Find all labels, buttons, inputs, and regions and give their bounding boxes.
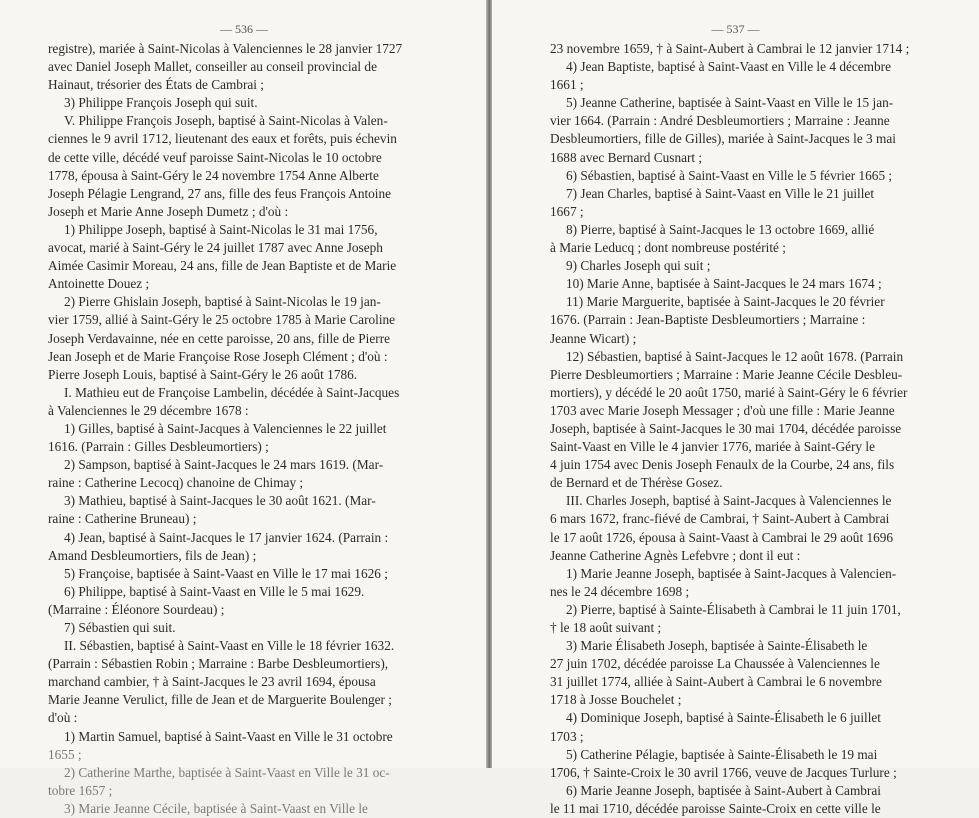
text-line: 4 juin 1754 avec Denis Joseph Fenaulx de la Courbe, 24 ans, fils [550,457,895,473]
text-line: 1718 à Josse Bouchelet ; [550,692,682,708]
text-line: 1661 ; [550,77,584,93]
text-line: Pierre Desbleumortiers ; Marraine : Marie Jeanne Cécile Desbleu- [550,366,903,382]
text-line: 12) Sébastien, baptisé à Saint-Jacques le 12 août 1678. (Parrain [566,348,904,364]
text-line: Marie Jeanne Verulict, fille de Jean et de Marguerite Boulenger ; [48,692,392,708]
text-line: Antoinette Douez ; [48,276,150,292]
text-line: d'où : [48,710,78,726]
text-line: 3) Philippe François Joseph qui suit. [64,95,258,111]
text-line: Saint-Vaast en Ville le 4 janvier 1776, mariée à Saint-Géry le [550,439,875,455]
text-line: avocat, marié à Saint-Géry le 24 juillet 1787 avec Anne Joseph [48,240,383,256]
text-line: Jean Joseph et de Marie Françoise Rose Joseph Clément ; d'où : [48,348,388,364]
text-line: 1778, épousa à Saint-Géry le 24 novembre 1754 Anne Alberte [48,167,379,183]
text-line: à Marie Leducq ; dont nombreuse postérité ; [550,240,786,256]
text-line: 6) Marie Jeanne Joseph, baptisée à Saint-Aubert à Cambrai [566,782,881,798]
text-line: 1) Marie Jeanne Joseph, baptisée à Saint-Jacques à Valencien- [566,565,897,581]
text-line: 3) Marie Jeanne Cécile, baptisée à Saint-Vaast en Ville le [64,800,368,816]
text-line: 11) Marie Marguerite, baptisée à Saint-Jacques le 20 février [566,294,885,310]
text-line: † le 18 août suivant ; [550,620,662,635]
text-line: 23 novembre 1659, † à Saint-Aubert à Cambrai le 12 janvier 1714 ; [550,41,910,56]
text-line: 27 juin 1702, décédée paroisse La Chaussée à Valenciennes le [550,656,880,672]
text-line: Joseph, baptisée à Saint-Jacques le 30 mai 1704, décédée paroisse [550,420,902,436]
text-line: 4) Dominique Joseph, baptisé à Sainte-Élisabeth le 6 juillet [566,710,881,726]
text-line: 2) Sampson, baptisé à Saint-Jacques le 24 mars 1619. (Mar- [64,457,384,473]
page-number-right: — 537 — [711,22,760,36]
text-line: 1) Gilles, baptisé à Saint-Jacques à Valenciennes le 22 juillet [64,420,387,436]
text-line: Hainaut, trésorier des États de Cambrai ; [48,77,265,93]
text-line: le 17 août 1726, épousa à Saint-Vaast à Cambrai le 29 août 1696 [550,529,894,545]
text-line: 1688 avec Bernard Cusnart ; [550,149,703,165]
text-line: 1616. (Parrain : Gilles Desbleumortiers) ; [48,439,269,455]
text-line: 10) Marie Anne, baptisée à Saint-Jacques le 24 mars 1674 ; [566,276,882,292]
text-line: 2) Pierre Ghislain Joseph, baptisé à Saint-Nicolas le 19 jan- [64,294,381,310]
left-page-text [48,40,434,818]
text-line: 6 mars 1672, franc-fiévé de Cambrai, † Saint-Aubert à Cambrai [550,511,890,527]
text-line: de cette ville, décédé veuf paroisse Saint-Nicolas le 10 octobre [48,149,382,165]
text-line: 8) Pierre, baptisé à Saint-Jacques le 13 octobre 1669, allié [566,221,875,237]
text-line: 2) Pierre, baptisé à Sainte-Élisabeth à Cambrai le 11 juin 1701, [566,601,901,617]
text-line: registre), mariée à Saint-Nicolas à Valenciennes le 28 janvier 1727 [48,41,403,56]
text-line: raine : Catherine Lecocq) chanoine de Chimay ; [48,475,304,491]
text-line: nes le 24 décembre 1698 ; [550,583,690,599]
text-line: 3) Marie Élisabeth Joseph, baptisée à Sainte-Élisabeth le [566,638,868,654]
text-line: mortiers), y décédé le 20 août 1750, marié à Saint-Géry le 6 février [550,384,908,400]
text-line: 3) Mathieu, baptisé à Saint-Jacques le 30 août 1621. (Mar- [64,493,376,509]
text-line: avec Daniel Joseph Mallet, conseiller au conseil provincial de [48,59,377,75]
text-line: 1667 ; [550,203,584,219]
right-page-text [550,40,932,818]
text-line: 1703 avec Marie Joseph Messager ; d'où une fille : Marie Jeanne [550,402,895,418]
text-line: Desbleumortiers, fille de Gilles), mariée à Saint-Jacques le 3 mai [550,131,896,147]
text-line: marchand cambier, † à Saint-Jacques le 23 avril 1694, épousa [48,674,376,690]
text-line: 7) Sébastien qui suit. [64,620,176,635]
text-line: Jeanne Wicart) ; [550,330,637,346]
text-line: 6) Sébastien, baptisé à Saint-Vaast en Ville le 5 février 1665 ; [566,167,893,183]
text-line: 4) Jean, baptisé à Saint-Jacques le 17 janvier 1624. (Parrain : [64,529,389,545]
text-line: 9) Charles Joseph qui suit ; [566,258,711,274]
text-line: (Marraine : Éléonore Sourdeau) ; [48,601,225,617]
text-line: ciennes le 9 avril 1712, lieutenant des eaux et forêts, puis échevin [48,131,397,147]
text-line: II. Sébastien, baptisé à Saint-Vaast en Ville le 18 février 1632. [64,638,395,654]
text-line: 5) Catherine Pélagie, baptisée à Sainte-Élisabeth le 19 mai [566,746,878,762]
text-line: 1703 ; [550,728,584,744]
text-line: V. Philippe François Joseph, baptisé à Saint-Nicolas à Valen- [64,113,388,129]
text-line: 1) Martin Samuel, baptisé à Saint-Vaast en Ville le 31 octobre [64,728,393,744]
text-line: 1706, † Sainte-Croix le 30 avril 1766, veuve de Jacques Turlure ; [550,764,897,780]
text-line: 1676. (Parrain : Jean-Baptiste Desbleumortiers ; Marraine : [550,312,866,328]
text-line: vier 1664. (Parrain : André Desbleumortiers ; Marraine : Jeanne [550,113,890,129]
text-line: 5) Jeanne Catherine, baptisée à Saint-Vaast en Ville le 15 jan- [566,95,894,111]
text-line: Joseph et Marie Anne Joseph Dumetz ; d'où : [48,203,289,219]
text-line: Amand Desbleumortiers, fils de Jean) ; [48,547,257,563]
text-line: 1655 ; [48,746,82,762]
text-line: Aimée Casimir Moreau, 24 ans, fille de Jean Baptiste et de Marie [48,258,397,274]
text-line: 4) Jean Baptiste, baptisé à Saint-Vaast en Ville le 4 décembre [566,59,891,75]
text-line: III. Charles Joseph, baptisé à Saint-Jacques à Valenciennes le [566,493,892,509]
text-line: Joseph Verdavainne, née en cette paroisse, 20 ans, fille de Pierre [48,330,391,346]
text-line: Joseph Pélagie Lengrand, 27 ans, fille des feus François Antoine [48,185,392,201]
page-number-left: — 536 — [220,22,268,36]
text-line: le 11 mai 1710, décédée paroisse Sainte-Croix en cette ville le [550,800,881,816]
text-line: de Bernard et de Thérèse Gosez. [550,475,723,491]
text-line: 2) Catherine Marthe, baptisée à Saint-Vaast en Ville le 31 oc- [64,764,390,780]
left-page [0,0,488,816]
text-line: 31 juillet 1774, alliée à Saint-Aubert à Cambrai le 6 novembre [550,674,882,690]
text-line: Jeanne Catherine Agnès Lefebvre ; dont il eut : [550,547,801,563]
text-line: vier 1759, allié à Saint-Géry le 25 octobre 1785 à Marie Caroline [48,312,396,328]
text-line: I. Mathieu eut de Françoise Lambelin, décédée à Saint-Jacques [64,384,400,400]
text-line: 7) Jean Charles, baptisé à Saint-Vaast en Ville le 21 juillet [566,185,875,201]
text-line: à Valenciennes le 29 décembre 1678 : [48,402,249,418]
text-line: tobre 1657 ; [48,782,113,798]
text-line: 5) Françoise, baptisée à Saint-Vaast en Ville le 17 mai 1626 ; [64,565,388,581]
text-line: Pierre Joseph Louis, baptisé à Saint-Géry le 26 août 1786. [48,366,358,382]
text-line: raine : Catherine Bruneau) ; [48,511,197,527]
text-line: 1) Philippe Joseph, baptisé à Saint-Nicolas le 31 mai 1756, [64,221,378,237]
right-page [492,0,979,816]
text-line: 6) Philippe, baptisé à Saint-Vaast en Ville le 5 mai 1629. [64,583,365,599]
text-line: (Parrain : Sébastien Robin ; Marraine : Barbe Desbleumortiers), [48,656,389,672]
